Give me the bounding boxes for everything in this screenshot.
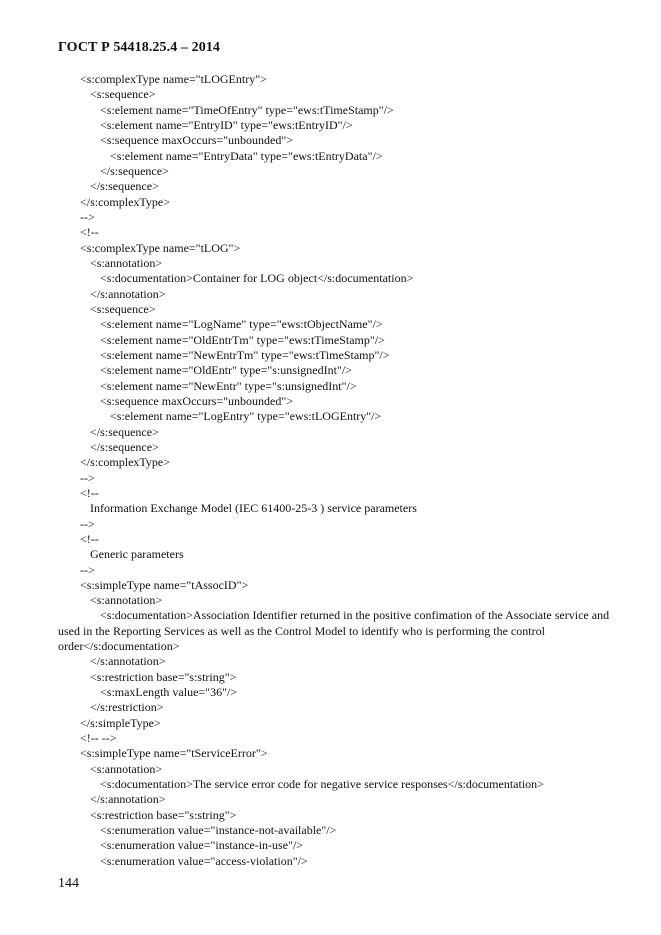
code-line: <s:element name="LogEntry" type="ews:tLOGEntry"/> xyxy=(110,409,382,424)
code-line: <s:sequence> xyxy=(90,301,156,316)
code-line: <s:maxLength value="36"/> xyxy=(100,685,238,700)
code-line: --> xyxy=(80,562,95,577)
code-line: </s:sequence> xyxy=(100,163,169,178)
code-line: <s:sequence maxOccurs="unbounded"> xyxy=(100,133,294,148)
code-line: <s:element name="LogName" type="ews:tObjectName"/> xyxy=(100,317,383,332)
code-line: <s:enumeration value="access-violation"/> xyxy=(100,853,308,868)
code-line: </s:annotation> xyxy=(90,286,166,301)
code-line: <s:annotation> xyxy=(90,593,163,608)
code-line: <!-- --> xyxy=(80,731,117,746)
code-line: <s:restriction base="s:string"> xyxy=(90,807,237,822)
code-line: --> xyxy=(80,209,95,224)
code-line: --> xyxy=(80,516,95,531)
code-line: <s:documentation>Container for LOG object</s:documentation> xyxy=(100,271,414,286)
code-line: <s:annotation> xyxy=(90,255,163,270)
code-line: </s:sequence> xyxy=(90,424,159,439)
code-line: <!-- xyxy=(80,531,99,546)
code-line: <s:element name="NewEntr" type="s:unsignedInt"/> xyxy=(100,378,357,393)
code-line: <!-- xyxy=(80,225,99,240)
code-line: </s:sequence> xyxy=(90,439,159,454)
code-line: <s:documentation>The service error code for negative service responses</s:documentation> xyxy=(100,777,544,792)
code-line: --> xyxy=(80,470,95,485)
code-line: </s:simpleType> xyxy=(80,715,161,730)
code-line: </s:annotation> xyxy=(90,792,166,807)
document-header: ГОСТ Р 54418.25.4 – 2014 xyxy=(58,40,221,55)
code-line: </s:restriction> xyxy=(90,700,164,715)
code-line: <s:enumeration value="instance-not-available"/> xyxy=(100,823,337,838)
code-line: <s:complexType name="tLOGEntry"> xyxy=(80,72,267,86)
code-line: <s:element name="OldEntr" type="s:unsignedInt"/> xyxy=(100,363,352,378)
code-line: <!-- xyxy=(80,485,99,500)
code-line: </s:sequence> xyxy=(90,179,159,194)
code-line: </s:complexType> xyxy=(80,455,171,470)
code-line: <s:simpleType name="tServiceError"> xyxy=(80,746,268,761)
code-line: </s:complexType> xyxy=(80,194,171,209)
code-line: <s:element name="EntryData" type="ews:tEntryData"/> xyxy=(110,148,383,163)
code-line: <s:complexType name="tLOG"> xyxy=(80,240,241,255)
code-line: <s:element name="OldEntrTm" type="ews:tTimeStamp"/> xyxy=(100,332,385,347)
code-line: </s:annotation> xyxy=(90,654,166,669)
code-line: <s:annotation> xyxy=(90,761,163,776)
xml-code-block xyxy=(58,72,618,869)
code-line: <s:documentation>Association Identifier returned in the positive confimation of the Associate service and used in the Reporting Services as well as the Control Model to identify who is performing the control order</s:documentation> xyxy=(58,608,610,654)
code-line: <s:sequence> xyxy=(90,87,156,102)
code-line: <s:sequence maxOccurs="unbounded"> xyxy=(100,393,294,408)
code-line: Generic parameters xyxy=(90,547,184,562)
code-line: <s:element name="NewEntrTm" type="ews:tTimeStamp"/> xyxy=(100,347,390,362)
code-line: <s:restriction base="s:string"> xyxy=(90,669,237,684)
code-line: <s:simpleType name="tAssocID"> xyxy=(80,577,249,592)
code-line: Information Exchange Model (IEC 61400-25-3 ) service parameters xyxy=(90,501,417,516)
code-line: <s:element name="TimeOfEntry" type="ews:tTimeStamp"/> xyxy=(100,102,394,117)
code-line: <s:enumeration value="instance-in-use"/> xyxy=(100,838,304,853)
page-number: 144 xyxy=(58,876,79,891)
code-line: <s:element name="EntryID" type="ews:tEntryID"/> xyxy=(100,117,353,132)
